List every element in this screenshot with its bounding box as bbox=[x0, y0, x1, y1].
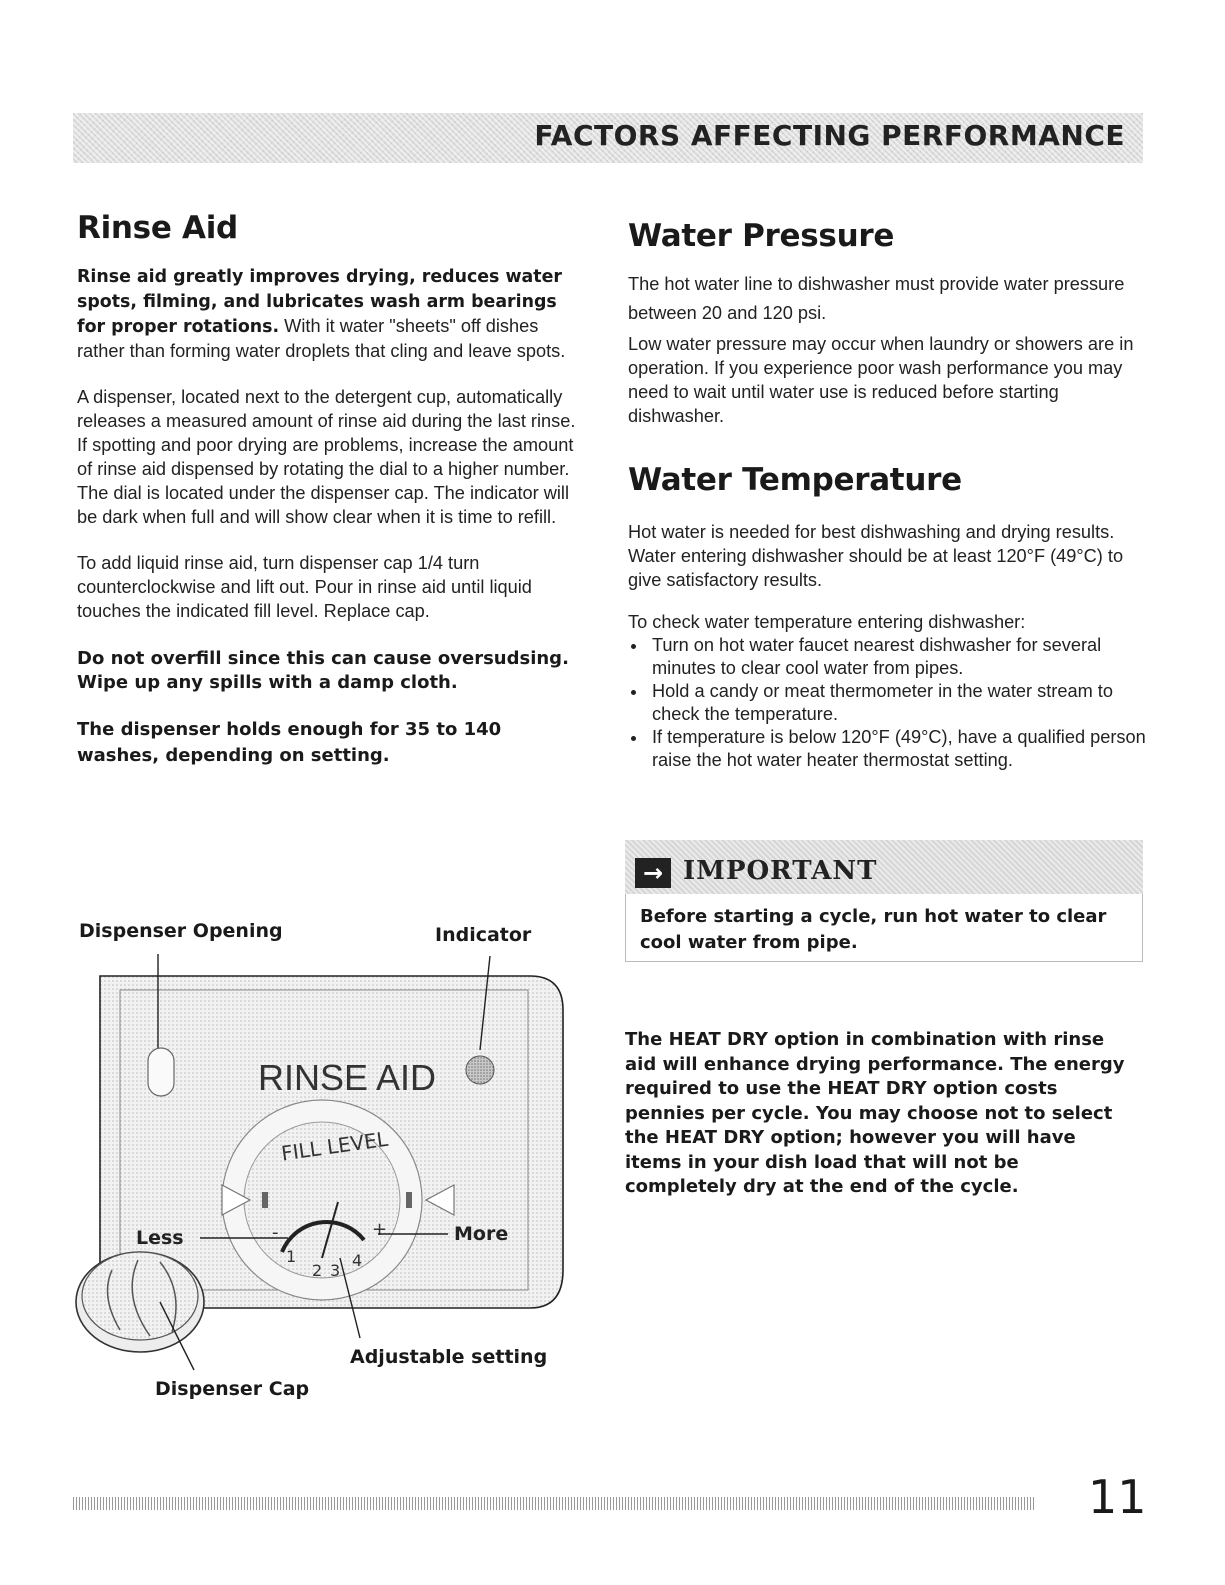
list-item: If temperature is below 120°F (49°C), have a qualified person raise the hot water heater thermostat setting. bbox=[628, 726, 1148, 772]
dispenser-opening bbox=[148, 1048, 174, 1096]
section-banner bbox=[73, 113, 1143, 163]
label-adjustable-setting: Adjustable setting bbox=[350, 1346, 548, 1368]
arrow-icon: → bbox=[635, 858, 671, 888]
panel-text-rinse-aid: RINSE AID bbox=[258, 1057, 437, 1098]
important-callout bbox=[625, 840, 1143, 964]
water-temperature-steps bbox=[628, 634, 1148, 772]
list-item: Turn on hot water faucet nearest dishwasher for several minutes to clear cool water from pipes. bbox=[628, 634, 1148, 680]
dial-number-2: 2 bbox=[312, 1261, 323, 1280]
label-dispenser-opening: Dispenser Opening bbox=[79, 920, 283, 942]
right-column bbox=[628, 210, 1148, 772]
label-dispenser-cap: Dispenser Cap bbox=[155, 1378, 310, 1400]
important-text: Before starting a cycle, run hot water to clear cool water from pipe. bbox=[640, 906, 1107, 953]
water-pressure-p1: The hot water line to dishwasher must provide water pressure between 20 and 120 psi. bbox=[628, 274, 1125, 323]
label-indicator: Indicator bbox=[435, 924, 532, 946]
dial-number-1: 1 bbox=[286, 1247, 297, 1266]
rinse-aid-add-paragraph: To add liquid rinse aid, turn dispenser cap 1/4 turn counterclockwise and lift out. Pour in rinse aid until liquid touches the indicated fill level. Replace cap. bbox=[77, 553, 532, 621]
rinse-aid-dispenser-diagram bbox=[60, 940, 580, 1380]
dial-number-4: 4 bbox=[352, 1251, 363, 1270]
rinse-aid-heading: Rinse Aid bbox=[77, 210, 238, 246]
rinse-aid-capacity-note: The dispenser holds enough for 35 to 140 washes, depending on setting. bbox=[77, 719, 502, 766]
rinse-aid-intro-rest: With it water "sheets" off dishes rather than forming water droplets that cling and leave spots. bbox=[77, 316, 566, 361]
water-temperature-p2: To check water temperature entering dishwasher: bbox=[628, 612, 1026, 632]
rinse-aid-intro-bold: Rinse aid greatly improves drying, reduces water spots, filming, and lubricates wash arm bearings for proper rotations. bbox=[77, 267, 562, 337]
dial-fill-level-text: FILL LEVEL bbox=[279, 1126, 390, 1166]
indicator-dot bbox=[466, 1056, 494, 1084]
banner-title: FACTORS AFFECTING PERFORMANCE bbox=[534, 119, 1125, 152]
rinse-aid-overfill-warning: Do not overfill since this can cause oversudsing. Wipe up any spills with a damp cloth. bbox=[77, 648, 569, 693]
rinse-aid-section bbox=[77, 210, 577, 769]
dial-number-3: 3 bbox=[330, 1261, 341, 1280]
footer-rule bbox=[73, 1497, 1035, 1510]
page-number: 11 bbox=[1088, 1470, 1147, 1524]
label-less: Less bbox=[136, 1227, 184, 1249]
water-pressure-heading: Water Pressure bbox=[628, 218, 895, 254]
dispenser-cap bbox=[76, 1252, 204, 1352]
important-title: IMPORTANT bbox=[683, 856, 878, 886]
water-pressure-p2: Low water pressure may occur when laundry or showers are in operation. If you experience poor wash performance you may need to wait until water use is reduced before starting dishwasher. bbox=[628, 334, 1134, 426]
list-item: Hold a candy or meat thermometer in the water stream to check the temperature. bbox=[628, 680, 1148, 726]
label-more: More bbox=[454, 1223, 509, 1245]
heat-dry-note: The HEAT DRY option in combination with rinse aid will enhance drying performance. The energy required to use the HEAT DRY option costs pennies per cycle. You may choose not to select the HEAT DRY option; however you will have items in your dish load that will not be completely dry at the end of the cycle. bbox=[625, 1029, 1125, 1197]
dial-right-marker bbox=[406, 1192, 412, 1208]
dial-plus: + bbox=[372, 1219, 388, 1240]
rinse-aid-intro bbox=[77, 264, 577, 363]
rinse-aid-dispenser-paragraph: A dispenser, located next to the detergent cup, automatically releases a measured amount of rinse aid during the last rinse. If spotting and poor drying are problems, increase the amount of rinse aid dispensed by rotating the dial to a higher number. The dial is located under the dispenser cap. The indicator will be dark when full and will show clear when it is time to refill. bbox=[77, 387, 576, 527]
important-header bbox=[625, 840, 1143, 894]
dial-left-marker bbox=[262, 1192, 268, 1208]
dial-minus: - bbox=[272, 1222, 279, 1243]
important-body bbox=[625, 894, 1143, 962]
water-temperature-p1: Hot water is needed for best dishwashing and drying results. Water entering dishwasher should be at least 120°F (49°C) to give satisfactory results. bbox=[628, 522, 1124, 590]
water-temperature-heading: Water Temperature bbox=[628, 462, 962, 498]
